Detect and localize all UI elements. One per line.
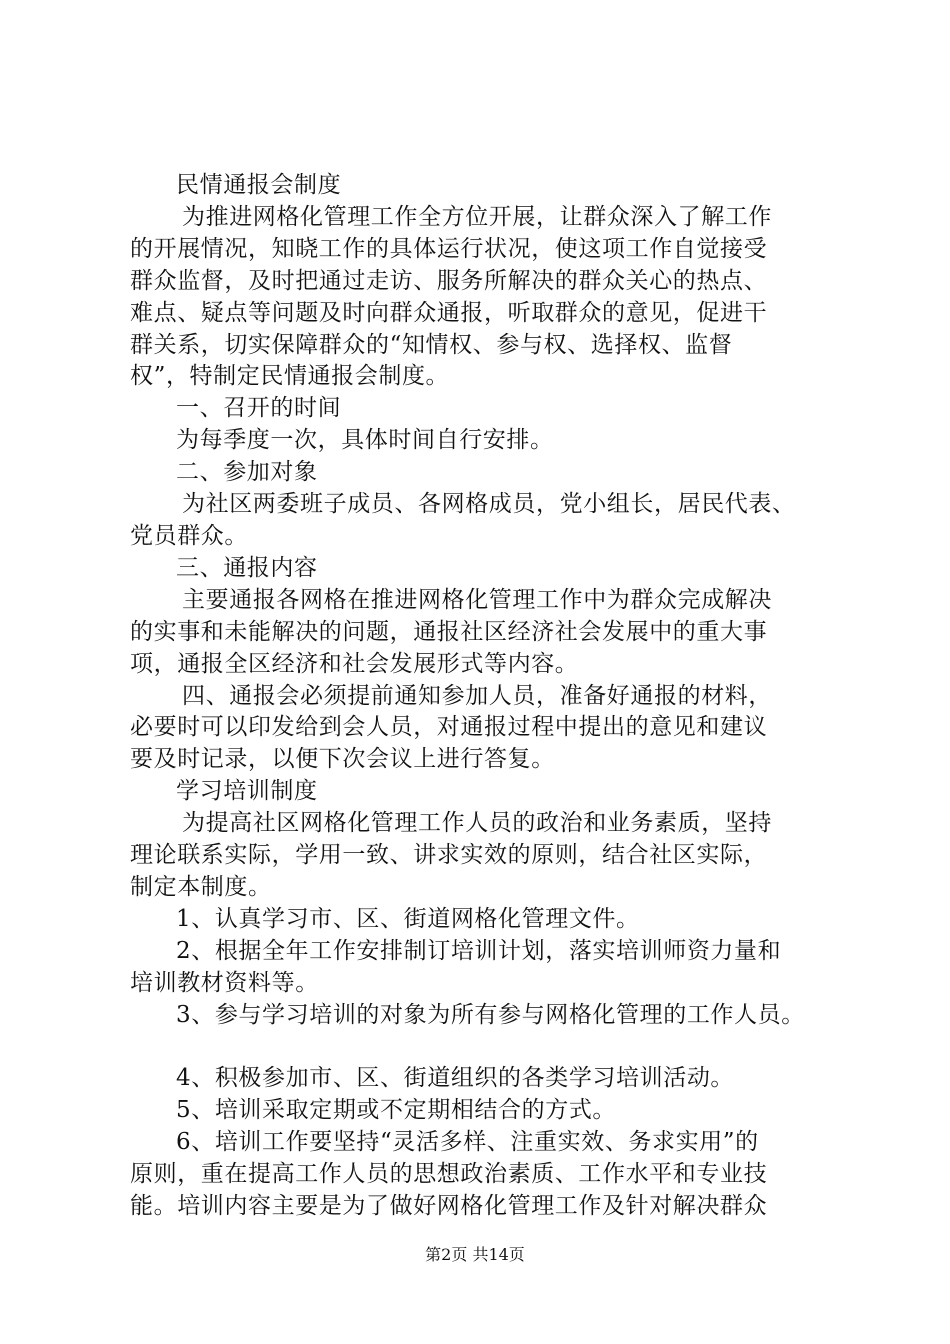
blank-line	[130, 1031, 850, 1063]
paragraph-line: 为推进网格化管理工作全方位开展，让群众深入了解工作	[182, 203, 772, 230]
paragraph-line: 为每季度一次，具体时间自行安排。	[176, 427, 554, 454]
list-item: 3、参与学习培训的对象为所有参与网格化管理的工作人员。	[176, 1001, 805, 1028]
list-item: 2、根据全年工作安排制订培训计划，落实培训师资力量和	[176, 937, 782, 964]
list-item: 4、积极参加市、区、街道组织的各类学习培训活动。	[176, 1065, 735, 1092]
heading-xuexi-peixun: 学习培训制度	[176, 778, 318, 805]
paragraph-line: 群关系，切实保障群众的“知情权、参与权、选择权、监督	[130, 331, 733, 358]
page-number: 第2页 共14页	[425, 1245, 525, 1264]
paragraph-line: 要及时记录，以便下次会议上进行答复。	[130, 746, 555, 773]
list-item: 6、培训工作要坚持“灵活多样、注重实效、务求实用”的	[176, 1129, 759, 1156]
paragraph-line: 为提高社区网格化管理工作人员的政治和业务素质，坚持	[182, 810, 772, 837]
paragraph-line: 制定本制度。	[130, 873, 272, 900]
paragraph-line: 为社区两委班子成员、各网格成员，党小组长，居民代表、	[182, 491, 796, 518]
paragraph-line: 权”，特制定民情通报会制度。	[130, 363, 450, 390]
section-heading: 二、参加对象	[176, 459, 318, 486]
paragraph-line: 的实事和未能解决的问题，通报社区经济社会发展中的重大事	[130, 618, 768, 645]
document-body	[130, 170, 850, 1223]
list-item: 5、培训采取定期或不定期相结合的方式。	[176, 1097, 617, 1124]
paragraph-line: 党员群众。	[130, 522, 248, 549]
paragraph-line: 必要时可以印发给到会人员，对通报过程中提出的意见和建议	[130, 714, 768, 741]
paragraph-line: 能。培训内容主要是为了做好网格化管理工作及针对解决群众	[130, 1192, 768, 1219]
paragraph-line: 四、通报会必须提前通知参加人员，准备好通报的材料，	[182, 682, 772, 709]
section-heading: 三、通报内容	[176, 554, 318, 581]
paragraph-line: 培训教材资料等。	[130, 969, 319, 996]
paragraph-line: 难点、疑点等问题及时向群众通报，听取群众的意见，促进干	[130, 299, 768, 326]
paragraph-line: 原则，重在提高工作人员的思想政治素质、工作水平和专业技	[130, 1161, 768, 1188]
paragraph-line: 的开展情况，知晓工作的具体运行状况，使这项工作自觉接受	[130, 235, 768, 262]
paragraph-line: 主要通报各网格在推进网格化管理工作中为群众完成解决	[182, 586, 772, 613]
list-item: 1、认真学习市、区、街道网格化管理文件。	[176, 905, 640, 932]
section-heading: 一、召开的时间	[176, 395, 342, 422]
paragraph-line: 项，通报全区经济和社会发展形式等内容。	[130, 650, 579, 677]
heading-minqing-tongbao: 民情通报会制度	[176, 172, 342, 198]
paragraph-line: 理论联系实际，学用一致、讲求实效的原则，结合社区实际，	[130, 842, 768, 869]
paragraph-line: 群众监督，及时把通过走访、服务所解决的群众关心的热点、	[130, 267, 768, 294]
